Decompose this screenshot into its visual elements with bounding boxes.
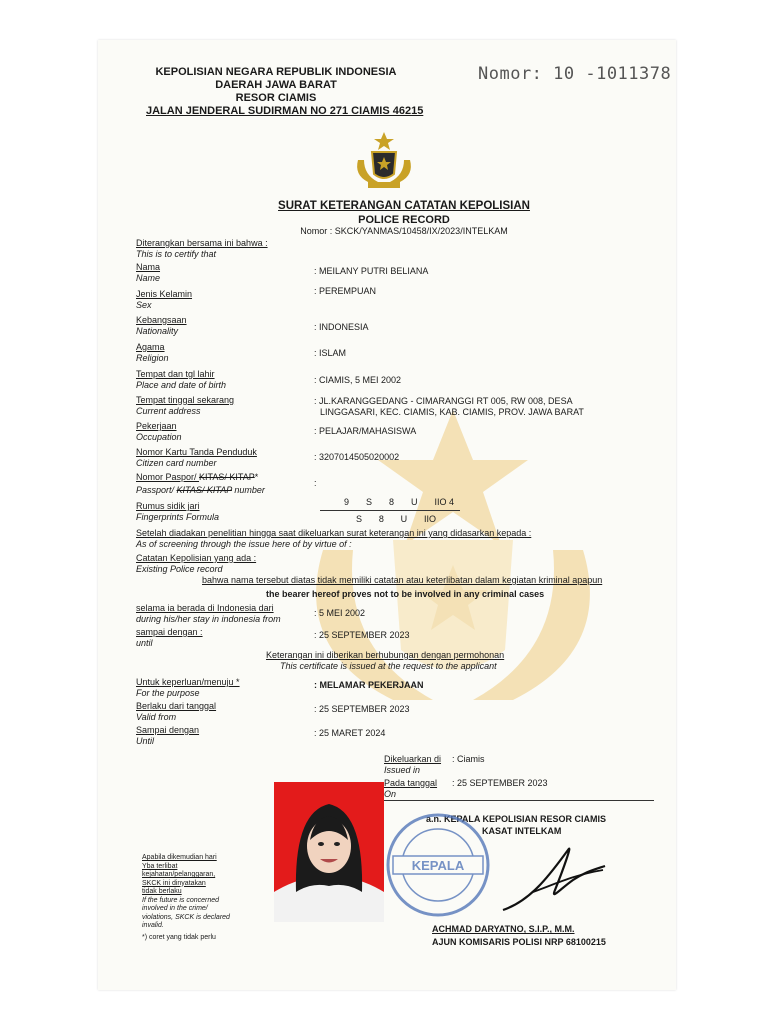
header-line-1: KEPOLISIAN NEGARA REPUBLIK INDONESIA: [155, 66, 397, 78]
passport-label-struck: KITAS/ KITAP: [199, 472, 255, 482]
note-line: Yba terlibat: [142, 862, 178, 870]
occupation-value: : PELAJAR/MAHASISWA: [314, 426, 417, 436]
address-value-line-1: : JL.KARANGGEDANG - CIMARANGGI RT 005, RW 008, DESA: [314, 396, 573, 406]
footnote: *) coret yang tidak perlu: [142, 933, 216, 941]
note-line: SKCK ini dinyatakan: [142, 879, 206, 887]
fp-cell: S: [366, 497, 373, 507]
document-number: Nomor : SKCK/YANMAS/10458/IX/2023/INTELKAM: [300, 226, 508, 236]
note-line-en: involved in the crime/: [142, 905, 208, 912]
passport-en-struck: KITAS/ KITAP: [176, 485, 232, 495]
header-block: [146, 66, 424, 118]
birth-value: : CIAMIS, 5 MEI 2002: [314, 375, 402, 385]
valid-until-label-en: Until: [136, 736, 155, 746]
name-value: : MEILANY PUTRI BELIANA: [314, 266, 429, 276]
occupation-label: Pekerjaan: [136, 421, 177, 431]
religion-label-en: Religion: [136, 353, 169, 363]
stay-from-value: : 5 MEI 2002: [314, 608, 366, 618]
header-line-2: DAERAH JAWA BARAT: [215, 79, 337, 91]
nik-label-en: Citizen card number: [136, 458, 217, 468]
note-line: tidak berlaku: [142, 888, 182, 895]
valid-until-label: Sampai dengan: [136, 725, 200, 735]
purpose-label: Untuk keperluan/menuju *: [136, 677, 240, 687]
occupation-label-en: Occupation: [136, 432, 182, 442]
signature-position: KASAT INTELKAM: [482, 826, 562, 836]
note-line-en: violations, SKCK is declared: [142, 913, 230, 921]
nationality-label-en: Nationality: [136, 326, 179, 336]
valid-from-label-en: Valid from: [136, 712, 177, 722]
passport-en-suffix: number: [231, 485, 265, 495]
passport-label-suffix: *: [254, 472, 259, 482]
statement-text-en: the bearer hereof proves not to be involved in any criminal cases: [266, 589, 545, 599]
valid-from-label: Berlaku dari tanggal: [136, 701, 217, 711]
issued-on-label-en: On: [384, 789, 397, 799]
passport-value: :: [314, 478, 317, 488]
passport-label-prefix: Nomor Paspor/: [136, 472, 200, 482]
fingerprint-row-1: [344, 497, 454, 508]
fingerprint-label: Rumus sidik jari: [136, 501, 200, 511]
valid-from-value: : 25 SEPTEMBER 2023: [314, 704, 410, 714]
passport-label: [136, 472, 258, 482]
sex-label: Jenis Kelamin: [136, 289, 193, 299]
religion-label: Agama: [136, 342, 165, 352]
header-line-3: RESOR CIAMIS: [235, 92, 317, 104]
issued-note: Keterangan ini diberikan berhubungan dengan permohonan: [266, 650, 505, 660]
fp-cell: 8: [378, 514, 384, 524]
issued-on-label: Pada tanggal: [384, 778, 438, 788]
fp-cell: 9: [344, 497, 350, 507]
birth-label-en: Place and date of birth: [136, 380, 227, 390]
religion-value: : ISLAM: [314, 348, 347, 358]
address-label-en: Current address: [136, 406, 201, 416]
nik-value: : 3207014505020002: [314, 452, 400, 462]
issuance-divider: [384, 800, 654, 801]
fp-cell: 8: [389, 497, 395, 507]
note-line-en: invalid.: [142, 922, 164, 929]
certify-label-en: This is to certify that: [136, 249, 217, 259]
fp-cell: U: [411, 497, 418, 507]
address-label: Tempat tinggal sekarang: [136, 395, 235, 405]
valid-until-value: : 25 MARET 2024: [314, 728, 386, 738]
nationality-label: Kebangsaan: [136, 315, 187, 325]
fp-cell: IIO 4: [434, 497, 454, 507]
handwritten-signature-icon: [493, 830, 613, 920]
document-title: SURAT KETERANGAN CATATAN KEPOLISIAN: [278, 200, 530, 212]
sex-label-en: Sex: [136, 300, 152, 310]
fingerprint-label-en: Fingerprints Formula: [136, 512, 220, 522]
issued-in-label: Dikeluarkan di: [384, 754, 442, 764]
note-line: Apabila dikemudian hari: [142, 854, 217, 861]
purpose-value: : MELAMAR PEKERJAAN: [314, 680, 424, 690]
police-record-document: [98, 40, 676, 990]
screening-label-en: As of screening through the issue here of by virtue of :: [136, 539, 352, 549]
purpose-label-en: For the purpose: [136, 688, 200, 698]
applicant-photo: [274, 782, 384, 922]
stay-to-label: sampai dengan :: [136, 627, 203, 637]
passport-label-en: [136, 485, 265, 495]
nationality-value: : INDONESIA: [314, 322, 369, 332]
fp-cell: U: [400, 514, 408, 524]
watermark-emblem-icon: [283, 400, 623, 720]
header-address: JALAN JENDERAL SUDIRMAN NO 271 CIAMIS 46215: [146, 105, 424, 117]
signatory-name: ACHMAD DARYATNO, S.I.P., M.M.: [432, 924, 575, 934]
issued-in-label-en: Issued in: [384, 765, 421, 775]
fp-cell: S: [356, 514, 363, 524]
note-line: kejahatan/pelanggaran,: [142, 871, 216, 878]
issued-in-value: : Ciamis: [452, 754, 485, 764]
stay-from-label-en: during his/her stay in indonesia from: [136, 614, 281, 624]
fingerprint-divider: [320, 510, 460, 511]
statement-text: bahwa nama tersebut diatas tidak memiliki catatan atau keterlibatan dalam kegiatan kriminal apapun: [202, 575, 603, 585]
address-value-line-2: LINGGASARI, KEC. CIAMIS, KAB. CIAMIS, PROV. JAWA BARAT: [320, 407, 584, 417]
official-stamp-icon: [383, 810, 493, 920]
note-line-en: If the future is concerned: [142, 896, 220, 904]
passport-en-prefix: Passport/: [136, 485, 177, 495]
stamp-label: KEPALA: [411, 858, 465, 873]
sex-value: : PEREMPUAN: [314, 286, 377, 296]
nik-label: Nomor Kartu Tanda Penduduk: [136, 447, 257, 457]
stay-to-label-en: until: [136, 638, 153, 648]
invalidity-note: [142, 854, 230, 942]
screening-label: Setelah diadakan penelitian hingga saat dikeluarkan surat keterangan ini yang didasarkan kepada :: [136, 528, 532, 538]
signature-title: a.n. KEPALA KEPOLISIAN RESOR CIAMIS: [426, 814, 607, 824]
fp-cell: IIO: [423, 514, 436, 524]
name-label: Nama: [136, 262, 161, 272]
issued-on-value: : 25 SEPTEMBER 2023: [452, 778, 548, 788]
existing-record-label: Catatan Kepolisian yang ada :: [136, 553, 257, 563]
serial-number: Nomor: 10 -1011378: [478, 64, 672, 84]
birth-label: Tempat dan tgl lahir: [136, 369, 215, 379]
police-emblem-icon: [350, 130, 418, 190]
existing-record-label-en: Existing Police record: [136, 564, 223, 574]
applicant-portrait-icon: [274, 782, 384, 922]
name-label-en: Name: [136, 273, 161, 283]
stay-from-label: selama ia berada di Indonesia dari: [136, 603, 274, 613]
document-title-en: POLICE RECORD: [358, 214, 450, 226]
issued-note-en: This certificate is issued at the request to the applicant: [280, 661, 497, 671]
certify-label: Diterangkan bersama ini bahwa :: [136, 238, 268, 248]
fingerprint-row-2: [356, 514, 436, 525]
signatory-rank: AJUN KOMISARIS POLISI NRP 68100215: [432, 937, 606, 947]
stay-to-value: : 25 SEPTEMBER 2023: [314, 630, 410, 640]
